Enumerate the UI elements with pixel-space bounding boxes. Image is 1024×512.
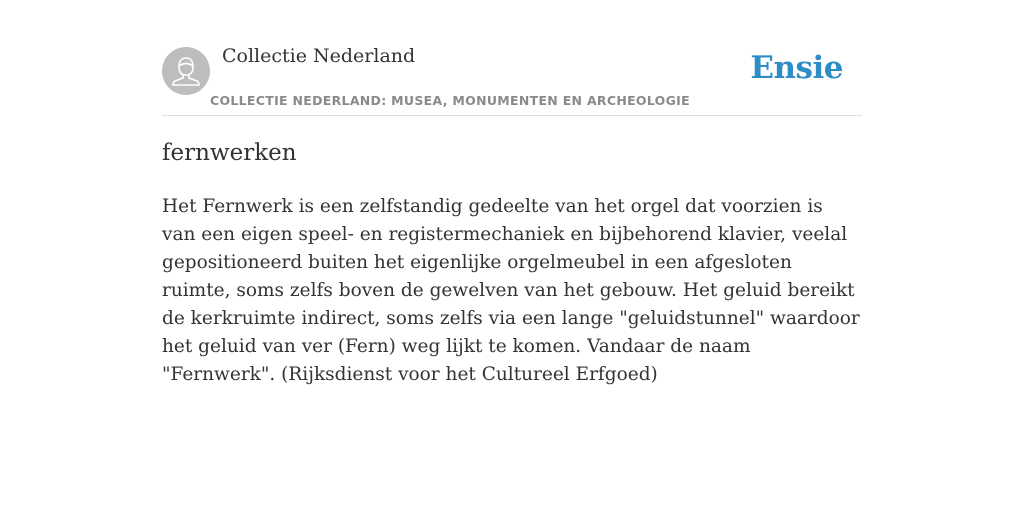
term-title: fernwerken: [162, 140, 297, 166]
author-name[interactable]: Collectie Nederland: [222, 45, 416, 67]
entry-card: [162, 0, 862, 512]
author-avatar[interactable]: [162, 47, 210, 95]
ensie-logo[interactable]: Ensie: [750, 50, 843, 86]
user-silhouette-icon: [162, 47, 210, 95]
term-definition: Het Fernwerk is een zelfstandig gedeelte van het orgel dat voorzien is van een eigen speel- en registermechaniek en bijbehorend klavier, veelal gepositioneerd buiten het eigenlijke orgelmeubel in een afgesloten ruimte, soms zelfs boven de gewelven van het gebouw. Het geluid bereikt de kerkruimte indirect, soms zelfs via een lange "geluidstunnel" waardoor het geluid van ver (Fern) weg lijkt te komen. Vandaar de naam "Fernwerk". (Rijksdienst voor het Cultureel Erfgoed): [162, 196, 860, 385]
author-header: [162, 0, 862, 116]
author-subtitle: COLLECTIE NEDERLAND: MUSEA, MONUMENTEN EN ARCHEOLOGIE: [210, 93, 690, 108]
